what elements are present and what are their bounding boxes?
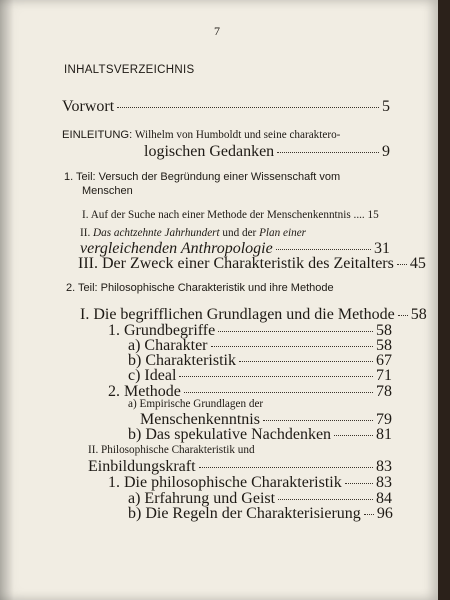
toc-entry-t1-1	[82, 209, 392, 221]
toc-entry-t2-1-2a-line1: a) Empirische Grundlagen der	[128, 398, 264, 410]
toc-entry-vorwort	[62, 98, 390, 116]
entry-prefix: EINLEITUNG:	[62, 129, 133, 141]
entry-title-italic: Plan einer	[259, 227, 307, 239]
entry-label: Einbildungskraft	[88, 458, 196, 475]
toc-title: INHALTSVERZEICHNIS	[64, 64, 195, 76]
entry-label: c) Ideal	[128, 367, 177, 384]
entry-label: 1. Grundbegriffe	[108, 322, 216, 339]
entry-page: 67	[376, 352, 392, 369]
entry-label: b) Charakteristik	[128, 352, 236, 369]
entry-label: 1. Die philosophische Charakteristik	[108, 474, 342, 491]
entry-label: a) Charakter	[128, 337, 208, 354]
toc-entry-einleitung-line1	[62, 129, 340, 141]
toc-entry-t1-2-line1	[80, 227, 306, 239]
entry-page: 83	[376, 474, 392, 491]
leader-dots	[397, 264, 407, 265]
entry-page: 58	[376, 337, 392, 354]
entry-label: I. Auf der Suche nach einer Methode der Menschenkenntnis	[82, 209, 351, 221]
entry-label: Menschenkenntnis	[140, 411, 260, 428]
leader-dots	[364, 514, 374, 515]
toc-entry-t1-3	[78, 255, 426, 273]
entry-page: 71	[376, 367, 392, 384]
page-number: 7	[214, 24, 220, 38]
entry-page: 31	[374, 240, 390, 257]
entry-page: 96	[376, 505, 393, 522]
entry-label: b) Das spekulative Nachdenken	[128, 426, 332, 443]
toc-entry-t2-2-line1: II. Philosophische Charakteristik und	[88, 444, 255, 456]
entry-label: a) Erfahrung und Geist	[128, 490, 276, 507]
entry-label: I. Die begrifflichen Grundlagen und die Methode	[80, 306, 395, 323]
entry-label: 2. Methode	[108, 383, 181, 400]
entry-label: vergleichenden Anthropologie	[80, 240, 273, 257]
toc-entry-einleitung-line2	[144, 143, 390, 161]
entry-page: 15	[367, 209, 379, 221]
leader-dots	[218, 331, 373, 332]
leader-dots	[179, 376, 373, 377]
leader-dots	[184, 392, 373, 393]
entry-label: Vorwort	[62, 98, 115, 115]
leader-dots	[239, 361, 373, 362]
leader-dots	[263, 420, 373, 421]
spine-shadow	[0, 0, 14, 600]
entry-page: 58	[376, 322, 392, 339]
leader-dots	[334, 435, 373, 436]
leader-dots	[277, 152, 379, 153]
part-heading-2: 2. Teil: Philosophische Charakteristik und ihre Methode	[66, 282, 334, 294]
entry-page: 5	[382, 98, 390, 115]
leader-dots	[278, 499, 373, 500]
entry-num: II.	[80, 227, 91, 239]
entry-page: 84	[376, 490, 392, 507]
entry-page: 45	[409, 255, 426, 272]
entry-title-italic: Das achtzehnte Jahrhundert	[93, 227, 220, 239]
entry-label: b) Die Regeln der Charakterisierung	[128, 505, 361, 522]
leader-dots-inline: ....	[353, 209, 365, 221]
part-heading-1: 1. Teil: Versuch der Begründung einer Wissenschaft vom	[64, 171, 341, 183]
leader-dots	[276, 249, 371, 250]
leader-dots	[211, 346, 373, 347]
entry-connector: und der	[222, 227, 257, 239]
leader-dots	[117, 107, 379, 108]
toc-entry-t2-1-2b	[128, 426, 392, 444]
entry-page: 9	[382, 143, 390, 160]
entry-page: 79	[376, 411, 392, 428]
entry-page: 81	[376, 426, 392, 443]
toc-entry-t2-2-1b	[128, 505, 392, 523]
leader-dots	[199, 467, 373, 468]
leader-dots	[345, 483, 373, 484]
leader-dots	[398, 315, 408, 316]
part-heading-1-line2: Menschen	[82, 185, 133, 197]
entry-page: 78	[376, 383, 392, 400]
entry-label: logischen Gedanken	[144, 143, 275, 160]
entry-page: 58	[410, 306, 427, 323]
entry-label: III. Der Zweck einer Charakteristik des Zeitalters	[78, 255, 394, 272]
entry-label: Wilhelm von Humboldt und seine charaktero-	[134, 129, 341, 141]
entry-page: 83	[376, 458, 392, 475]
